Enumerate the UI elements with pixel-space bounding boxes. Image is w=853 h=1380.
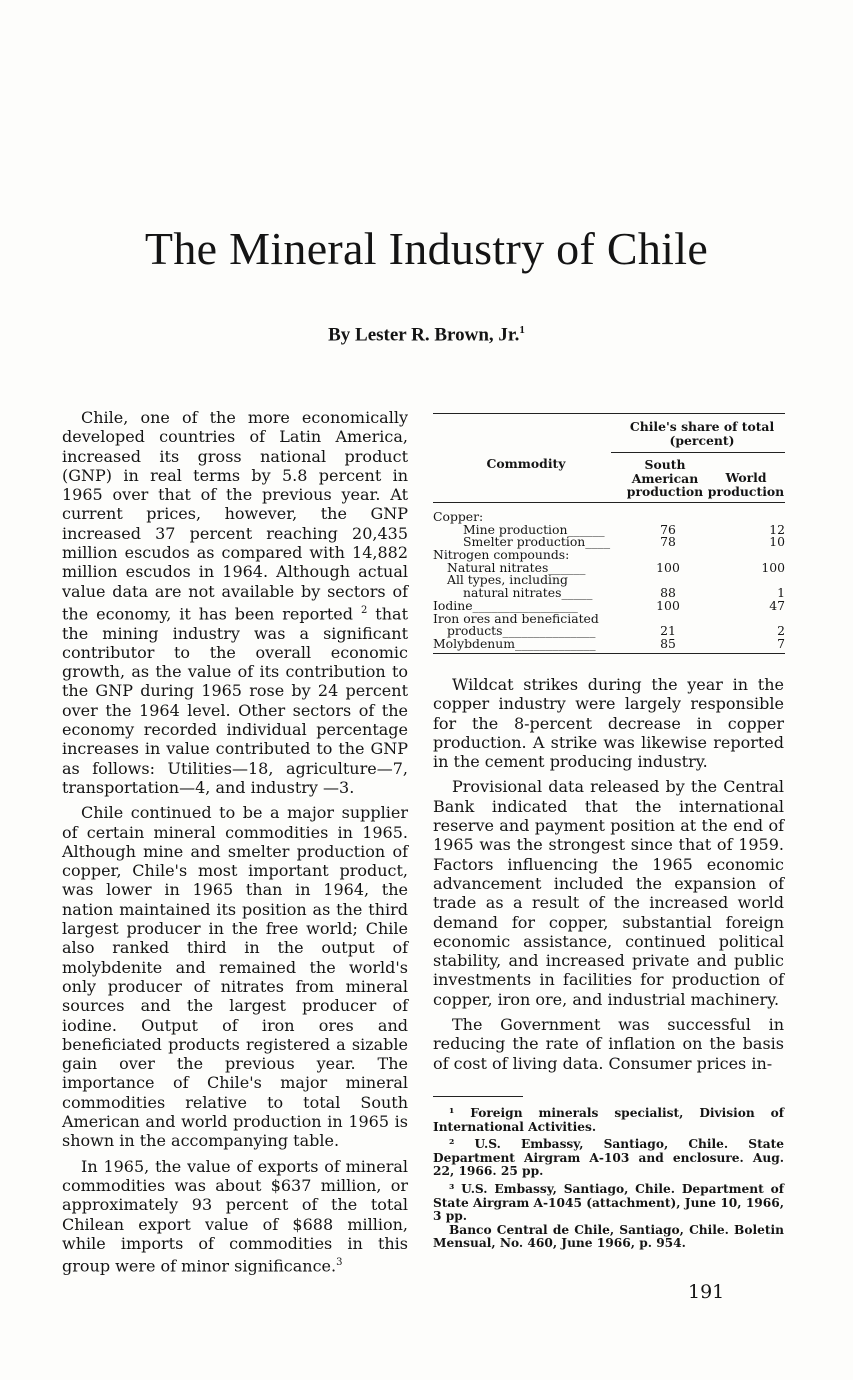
paragraph-4: Wildcat strikes during the year in the copper industry were largely responsible for the 8-percent decrease in copper production. A strike was likewise reported in the cement producing industry.	[433, 675, 784, 772]
paragraph-1-continuation: that the mining industry was a significant contributor to the overall economic growth, as the value of its contribution to the GNP during 1965 rose by 24 percent over the 1964 level. Other sectors of the economy recorded individual percentage increases in value contributed to the GNP as follows: Utilities—18, agriculture—7, transportation—4, and industry —3.	[62, 604, 408, 797]
world-value: 10	[769, 534, 785, 550]
share-group-header: Chile's share of total (percent)	[629, 419, 775, 448]
paragraph-3	[62, 1157, 408, 1276]
row-label: Nitrogen compounds:	[433, 547, 570, 563]
footnote-2: ² U.S. Embassy, Santiago, Chile. State Department Airgram A-103 and enclosure. Aug. 22, 1966. 25 pp.	[433, 1137, 784, 1179]
footnote-ref-3: 3	[336, 1257, 343, 1269]
commodity-share-table	[433, 413, 785, 654]
row-label: Molybdenum_____________	[433, 635, 596, 651]
table-row	[433, 635, 785, 651]
south-american-value: 21	[660, 623, 676, 639]
paragraph-3-text: In 1965, the value of exports of mineral commodities was about $637 million, or approximately 93 percent of the total Chilean export value of $688 million, while imports of commodities in this group were of minor significance.	[62, 1156, 408, 1276]
row-label: Copper:	[433, 509, 484, 524]
left-column	[62, 408, 408, 1282]
row-label: products_______________	[447, 623, 596, 639]
row-label: Iodine_________________	[433, 597, 578, 613]
world-value: 100	[761, 559, 785, 575]
table-header	[433, 414, 785, 503]
footnote-3-continuation: Banco Central de Chile, Santiago, Chile. Boletin Mensual, No. 460, June 1966, p. 954.	[433, 1222, 784, 1251]
right-column	[433, 675, 784, 1079]
author-name: By Lester R. Brown, Jr.	[328, 324, 520, 346]
row-label: Natural nitrates______	[447, 559, 586, 575]
footnote-1: ¹ Foreign minerals specialist, Division of International Activities.	[433, 1106, 784, 1134]
south-american-value: 76	[660, 521, 676, 537]
page-number: 191	[688, 1281, 725, 1303]
page-title: The Mineral Industry of Chile	[144, 223, 709, 274]
footnote-rule	[433, 1096, 523, 1097]
south-american-value: 100	[656, 559, 680, 575]
paragraph-6: The Government was successful in reducing the rate of inflation on the basis of cost of living data. Consumer prices in-	[433, 1015, 784, 1073]
world-production-header: World production	[707, 470, 785, 499]
footnotes	[433, 1096, 784, 1255]
footnote-ref-2: 2	[360, 604, 368, 616]
world-value: 7	[777, 635, 785, 651]
row-label: All types, including	[447, 572, 568, 588]
south-american-value: 88	[660, 585, 676, 601]
paragraph-5: Provisional data released by the Central Bank indicated that the international reserve and payment position at the end of 1965 was the strongest since that of 1959. Factors influencing the 1965 economic advancement included the expansion of trade as a result of the increased world demand for copper, substantial foreign economic assistance, continued political stability, and increased private and public investments in facilities for production of copper, iron ore, and industrial machinery.	[433, 777, 784, 1009]
world-value: 47	[769, 597, 785, 613]
world-value: 12	[769, 521, 785, 537]
author-byline	[0, 324, 853, 346]
table-body	[433, 503, 785, 654]
paragraph-2: Chile continued to be a major supplier of certain mineral commodities in 1965. Although mine and smelter production of copper, Chile's most important product, was lower in 1965 than in 1964, the nation maintained its position as the third largest producer in the free world; Chile also ranked third in the output of molybdenite and remained the world's only producer of nitrates from mineral sources and the largest producer of iodine. Output of iron ores and beneficiated products registered a sizable gain over the previous year. The importance of Chile's major mineral commodities relative to total South American and world production in 1965 is shown in the accompanying table.	[62, 803, 408, 1151]
south-american-value: 78	[660, 534, 676, 550]
commodity-header: Commodity	[486, 456, 566, 471]
row-label: Mine production______	[463, 521, 605, 537]
world-value: 2	[777, 623, 785, 639]
header-subrule	[611, 452, 785, 453]
south-american-value: 100	[656, 597, 680, 613]
author-footnote-ref: 1	[519, 324, 525, 336]
south-american-header: South American production	[626, 457, 704, 499]
paragraph-1	[62, 408, 408, 797]
south-american-value: 85	[660, 635, 676, 651]
world-value: 1	[777, 585, 785, 601]
footnote-3: ³ U.S. Embassy, Santiago, Chile. Department of State Airgram A-1045 (attachment), June 10, 1966, 3 pp.	[433, 1181, 784, 1224]
row-label: Iron ores and beneficiated	[433, 610, 599, 626]
row-label: natural nitrates_____	[463, 585, 593, 601]
paragraph-1-text: Chile, one of the more economically developed countries of Latin America, increased its gross national product (GNP) in real terms by 5.8 percent in 1965 over that of the previous year. At current prices, however, the GNP increased 37 percent reaching 20,435 million escudos as compared with 14,882 million escudos in 1964. Although actual value data are not available by sectors of the economy, it has been reported	[62, 408, 408, 624]
row-label: Smelter production____	[463, 534, 611, 550]
